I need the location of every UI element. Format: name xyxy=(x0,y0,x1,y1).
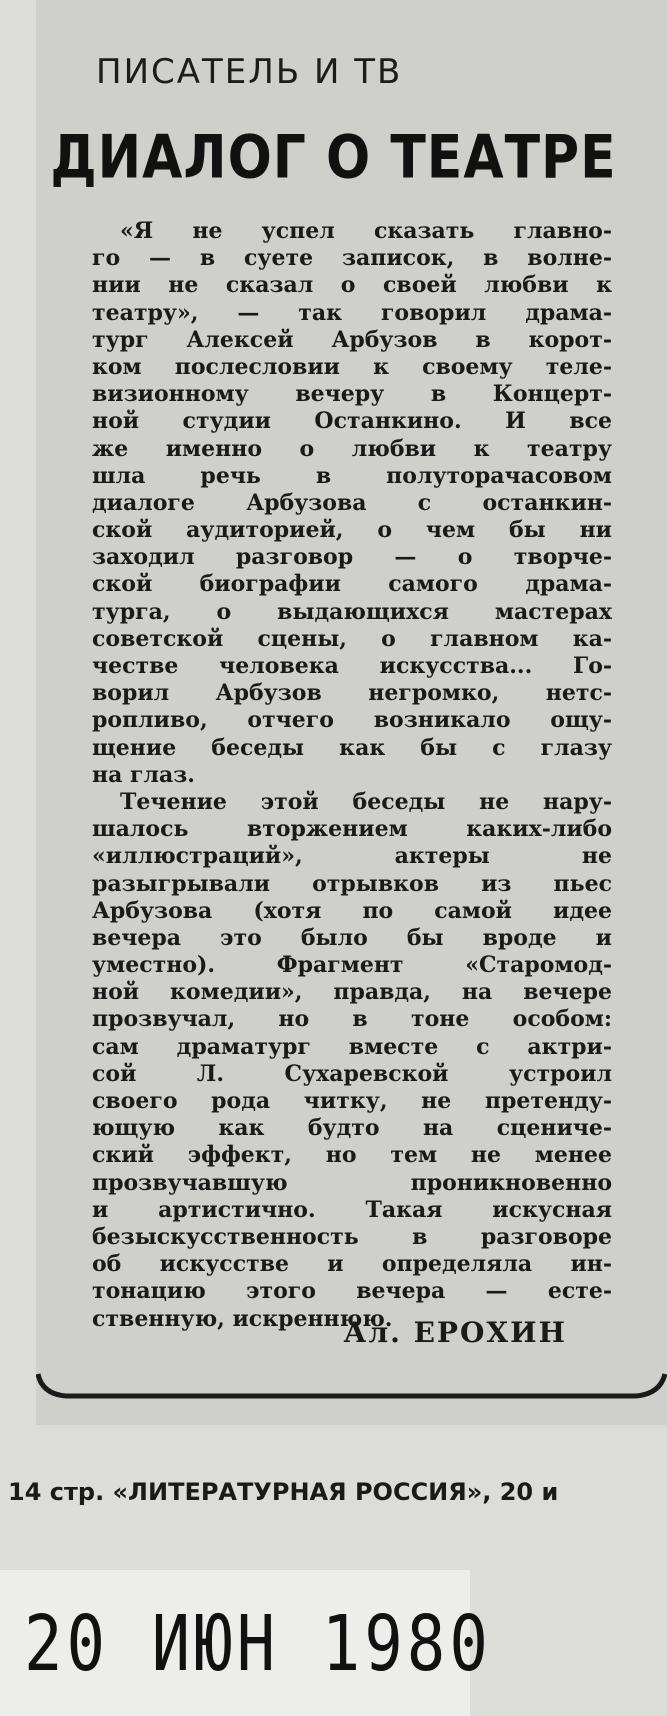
article-line: своего рода читку, не претенду- xyxy=(92,1088,612,1114)
article-line: безыскусственность в разговоре xyxy=(92,1223,612,1250)
article-line: тург Алексей Арбузов в корот- xyxy=(92,326,612,353)
article-line: сой Л. Сухаревской устроил xyxy=(92,1060,612,1087)
article-line: Течение этой беседы не нару- xyxy=(120,788,612,815)
article-line: вечера это было бы вроде и xyxy=(92,924,612,951)
article-line: «Я не успел сказать главно- xyxy=(120,218,612,244)
article-line: ной комедии», правда, на вечере xyxy=(92,979,612,1006)
article-line: турга, о выдающихся мастерах xyxy=(92,598,612,625)
article-line: диалоге Арбузова с останкин- xyxy=(92,489,612,516)
article-line: уместно). Фрагмент «Старомод- xyxy=(92,952,612,979)
article-body xyxy=(92,218,612,1333)
bottom-rule xyxy=(36,1370,667,1410)
article-line: ственную, искреннюю. xyxy=(92,1305,393,1332)
article-line: сам драматург вместе с актри- xyxy=(92,1033,612,1060)
article-line: ский эффект, но тем не менее xyxy=(92,1142,612,1169)
article-line: щение беседы как бы с глазу xyxy=(92,734,612,761)
article-line: ющую как будто на сцениче- xyxy=(92,1115,612,1142)
article-line: театру», — так говорил драма- xyxy=(92,299,612,326)
article-line: шалось вторжением каких-либо xyxy=(92,816,612,843)
article-line: разыгрывали отрывков из пьес xyxy=(92,870,612,897)
article-line: тонацию этого вечера — есте- xyxy=(92,1278,612,1305)
article-line: шла речь в полуторачасовом xyxy=(92,462,612,489)
article-line: ской аудиторией, о чем бы ни xyxy=(92,517,612,544)
article-line: нии не сказал о своей любви к xyxy=(92,272,612,299)
article-line: прозвучал, но в тоне особом: xyxy=(92,1006,612,1033)
article-line: честве человека искусства... Го- xyxy=(92,653,612,679)
article-line: «иллюстраций», актеры не xyxy=(92,843,612,870)
article-line: ной студии Останкино. И все xyxy=(92,408,612,435)
article-line: советской сцены, о главном ка- xyxy=(92,625,612,652)
article-line: го — в суете записок, в волне- xyxy=(92,245,612,272)
author-signature: Ал. ЕРОХИН xyxy=(343,1316,567,1349)
article-line: ком послесловии к своему теле- xyxy=(92,353,612,380)
article-line: же именно о любви к театру xyxy=(92,435,612,462)
article-line: ропливо, отчего возникало ощу- xyxy=(92,707,612,734)
article-line: визионному вечеру в Концерт- xyxy=(92,381,612,408)
article-line: прозвучавшую проникновенно xyxy=(92,1169,612,1196)
article-line: Арбузова (хотя по самой идее xyxy=(92,897,612,924)
article-line: на глаз. xyxy=(92,761,195,788)
article-line: заходил разговор — о творче- xyxy=(92,544,612,571)
newspaper-footer: 14 стр. «ЛИТЕРАТУРНАЯ РОССИЯ», 20 и xyxy=(8,1478,559,1506)
date-stamp: 20 ИЮН 1980 xyxy=(24,1600,492,1690)
article-line: ской биографии самого драма- xyxy=(92,571,612,598)
article-line: и артистично. Такая искусная xyxy=(92,1196,612,1223)
rubric-heading: ПИСАТЕЛЬ И ТВ xyxy=(96,52,403,92)
article-line: об искусстве и определяла ин- xyxy=(92,1251,612,1278)
article-line: ворил Арбузов негромко, нетс- xyxy=(92,680,612,707)
article-headline: ДИАЛОГ О ТЕАТРЕ xyxy=(50,123,617,193)
